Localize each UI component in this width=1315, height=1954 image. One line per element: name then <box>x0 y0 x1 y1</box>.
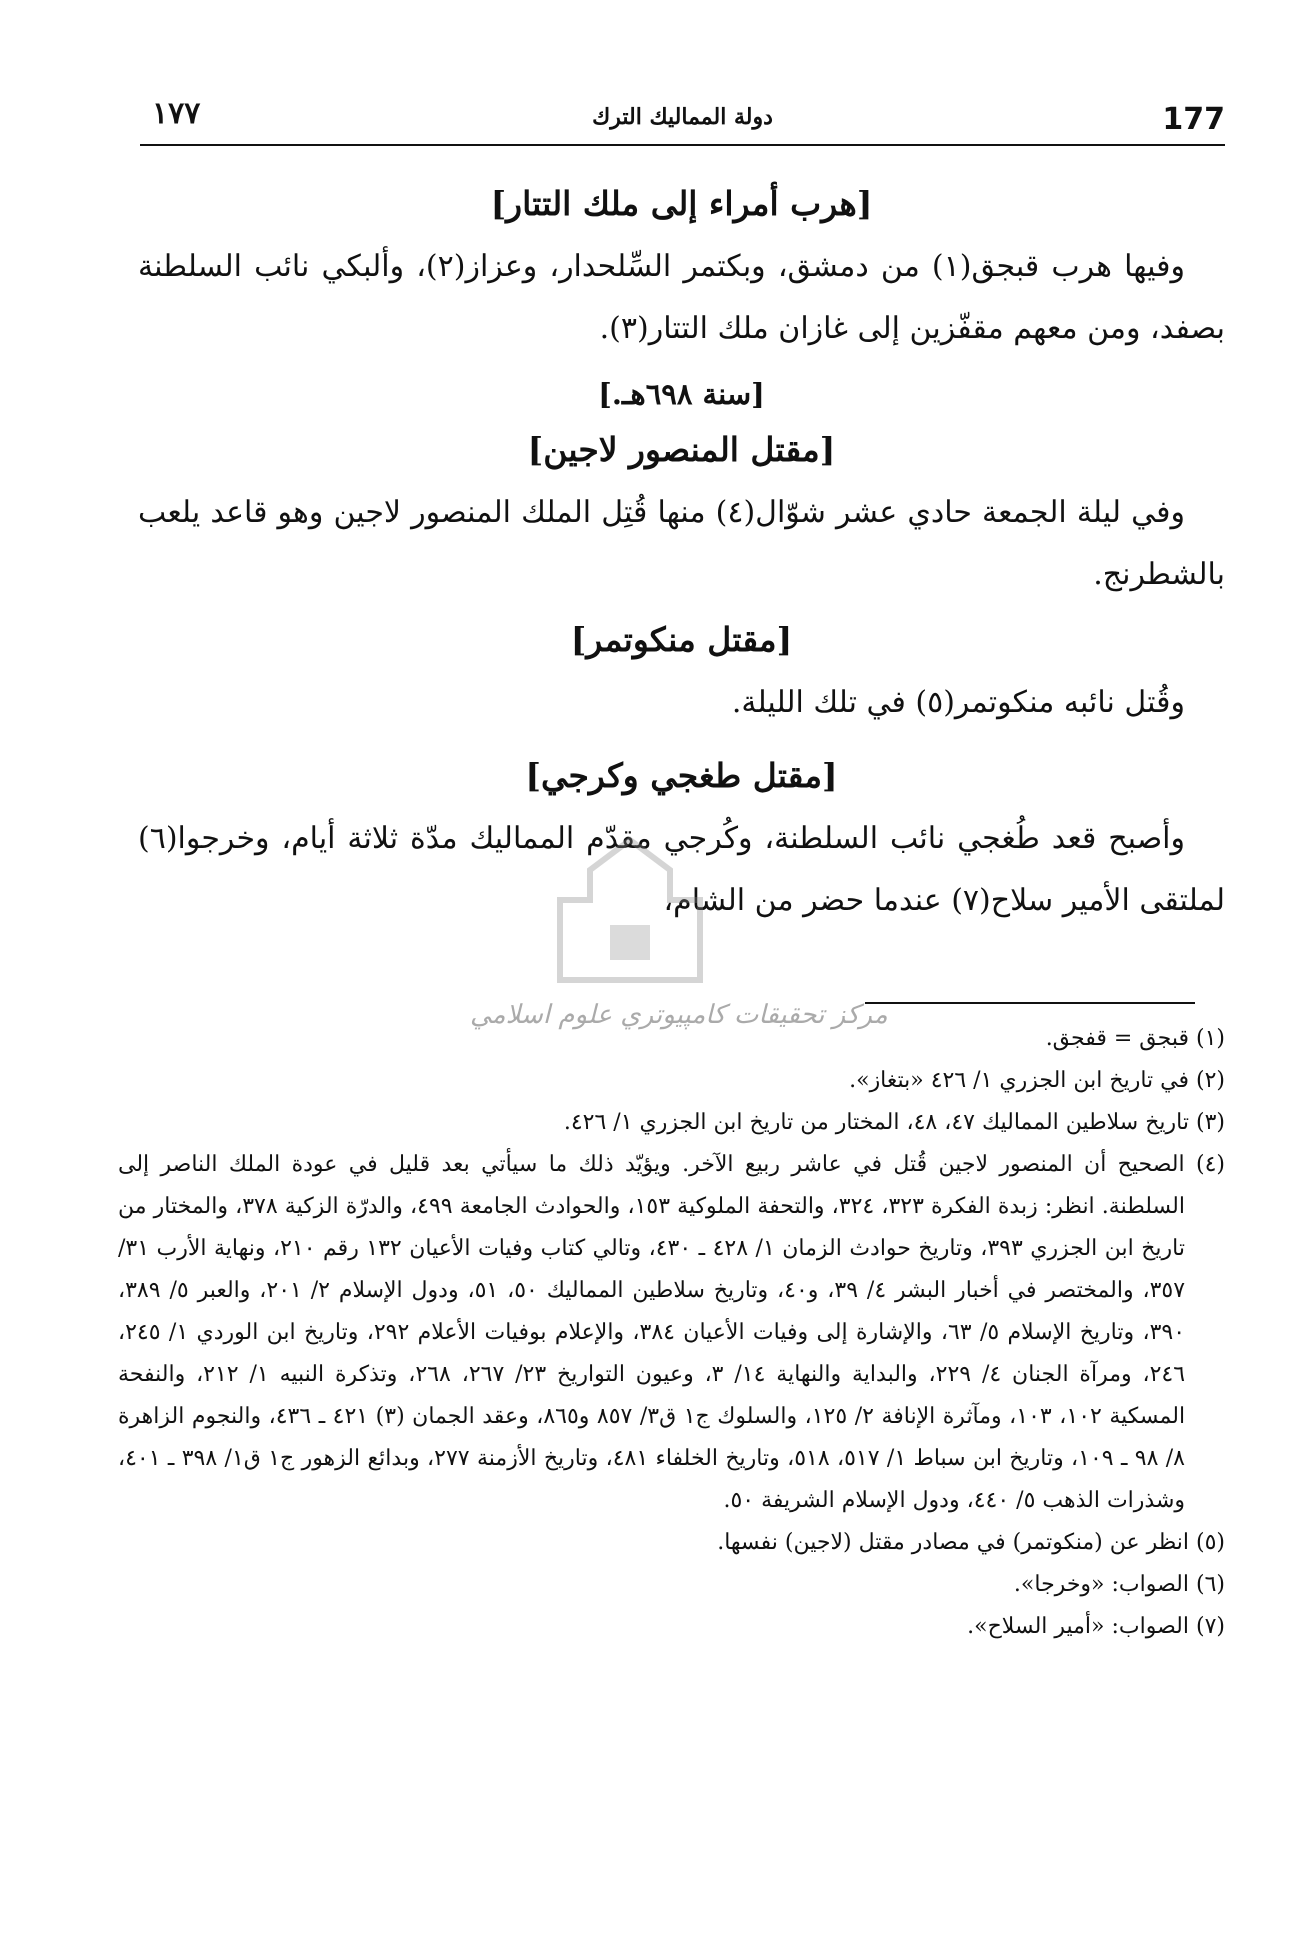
footnote: (٢) في تاريخ ابن الجزري ١/ ٤٢٦ «بتغاز». <box>849 1068 1225 1093</box>
running-header <box>140 92 1225 146</box>
page-number-arabic: ١٧٧ <box>152 96 201 131</box>
section-heading: [هرب أمراء إلى ملك التتار] <box>490 184 873 223</box>
watermark-text: مركز تحقيقات كامپيوتري علوم اسلامي <box>470 1000 888 1030</box>
section-heading: [مقتل المنصور لاجين] <box>527 430 836 469</box>
year-heading: [سنة ٦٩٨هـ.] <box>598 377 765 411</box>
footnote: (٦) الصواب: «وخرجا». <box>1013 1572 1225 1597</box>
section-paragraph: وفيها هرب قبجق(١) من دمشق، وبكتمر السِّلحدار، وعزاز(٢)، وألبكي نائب السلطنة بصفد، ومن معهم مقفّزين إلى غازان ملك التتار(٣). <box>138 249 1225 346</box>
footnotes <box>118 1018 1225 1648</box>
section-heading: [مقتل منكوتمر] <box>570 620 793 659</box>
footnote: (٥) انظر عن (منكوتمر) في مصادر مقتل (لاجين) نفسها. <box>717 1530 1225 1555</box>
section-paragraph: وقُتل نائبه منكوتمر(٥) في تلك الليلة. <box>731 685 1185 720</box>
main-text <box>138 180 1225 942</box>
section-paragraph: وأصبح قعد طُغجي نائب السلطنة، وكُرجي مقدّم المماليك مدّة ثلاثة أيام، وخرجوا(٦) لملتقى الأمير سلاح(٧) عندما حضر من الشام، <box>138 821 1225 918</box>
section-heading: [مقتل طغجي وكرجي] <box>525 756 838 795</box>
footnote: (٣) تاريخ سلاطين المماليك ٤٧، ٤٨، المختار من تاريخ ابن الجزري ١/ ٤٢٦. <box>563 1110 1225 1135</box>
page-number-latin: 177 <box>1162 102 1225 137</box>
footnote: (٧) الصواب: «أمير السلاح». <box>967 1614 1225 1639</box>
footnote: (١) قبجق = قفجق. <box>1045 1026 1225 1051</box>
footnote-divider <box>865 1002 1195 1004</box>
running-title: دولة المماليك الترك <box>592 104 773 130</box>
footnote: (٤) الصحيح أن المنصور لاجين قُتل في عاشر ربيع الآخر. ويؤيّد ذلك ما سيأتي بعد قليل في عودة الملك الناصر إلى السلطنة. انظر: زبدة الفكرة ٣٢٣، ٣٢٤، والتحفة الملوكية ١٥٣، والحوادث الجامعة ٤٩٩، والدرّة الزكية ٣٧٨، والمختار من تاريخ ابن الجزري ٣٩٣، وتاريخ حوادث الزمان ١/ ٤٢٨ ـ ٤٣٠، وتالي كتاب وفيات الأعيان ١٣٢ رقم ٢١٠، ونهاية الأرب ٣١/ ٣٥٧، والمختصر في أخبار البشر ٤/ ٣٩، و٤٠، وتاريخ سلاطين المماليك ٥٠، ٥١، ودول الإسلام ٢/ ٢٠١، والعبر ٥/ ٣٨٩، ٣٩٠، وتاريخ الإسلام ٥/ ٦٣، والإشارة إلى وفيات الأعيان ٣٨٤، والإعلام بوفيات الأعلام ٢٩٢، وتاريخ ابن الوردي ١/ ٢٤٥، ٢٤٦، ومرآة الجنان ٤/ ٢٢٩، والبداية والنهاية ١٤/ ٣، وعيون التواريخ ٢٣/ ٢٦٧، ٢٦٨، وتذكرة النبيه ١/ ٢١٢، والنفحة المسكية ١٠٢، ١٠٣، ومآثرة الإنافة ٢/ ١٢٥، والسلوك ج١ ق٣/ ٨٥٧ و٨٦٥، وعقد الجمان (٣) ٤٢١ ـ ٤٣٦، والنجوم الزاهرة ٨/ ٩٨ ـ ١٠٩، وتاريخ ابن سباط ١/ ٥١٧، ٥١٨، وتاريخ الخلفاء ٤٨١، وتاريخ الأزمنة ٢٧٧، وبدائع الزهور ج١ ق١/ ٣٩٨ ـ ٤٠١، وشذرات الذهب ٥/ ٤٤٠، ودول الإسلام الشريفة ٥٠. <box>118 1152 1225 1513</box>
section-paragraph: وفي ليلة الجمعة حادي عشر شوّال(٤) منها قُتِل الملك المنصور لاجين وهو قاعد يلعب بالشطرنج. <box>138 495 1225 592</box>
